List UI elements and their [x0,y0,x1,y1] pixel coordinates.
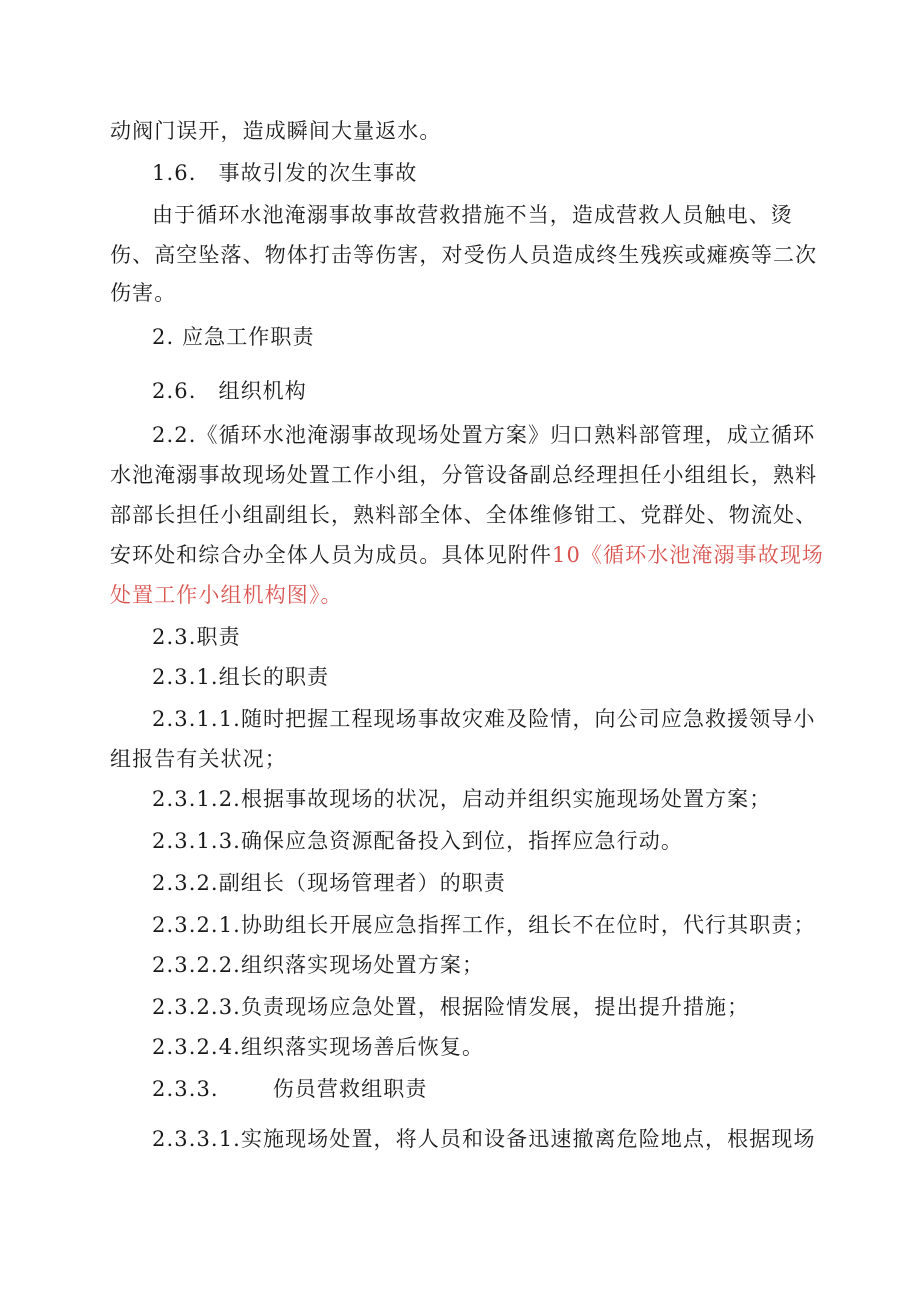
paragraph-line: 2.3.1.2.根据事故现场的状况，启动并组织实施现场处置方案； [152,787,772,811]
paragraph-line: 2.3.1.1.随时把握工程现场事故灾难及险情，向公司应急救援领导小 [152,707,816,731]
section-title: 组织机构 [218,379,307,403]
section-title: 伤员营救组职责 [272,1077,428,1101]
section-number: 2.3.3. [152,1077,219,1101]
paragraph-line: 2.3.1.3.确保应急资源配备投入到位，指挥应急行动。 [152,829,683,853]
paragraph-line: 动阀门误开，造成瞬间大量返水。 [110,119,442,143]
section-heading [152,378,307,404]
section-number: 1.6. [152,161,197,185]
section-heading: 2. 应急工作职责 [152,325,315,349]
appendix-reference: 10《循环水池淹溺事故现场 [552,543,825,567]
appendix-reference: 处置工作小组机构图》。 [110,583,343,607]
paragraph-line: 伤、高空坠落、物体打击等伤害，对受伤人员造成终生残疾或瘫痪等二次 [110,243,818,267]
section-heading: 2.3.2.副组长（现场管理者）的职责 [152,871,507,895]
paragraph-line: 2.3.2.3.负责现场应急处置，根据险情发展，提出提升措施； [152,995,750,1019]
section-heading [152,160,417,186]
section-title: 事故引发的次生事故 [218,161,418,185]
paragraph-line: 水池淹溺事故现场处置工作小组，分管设备副总经理担任小组组长，熟料 [110,463,818,487]
section-heading [152,1076,427,1102]
paragraph-line: 2.2.《循环水池淹溺事故现场处置方案》归口熟料部管理，成立循环 [152,423,816,447]
paragraph-text: 安环处和综合办全体人员为成员。具体见附件 [110,543,552,567]
section-number: 2.6. [152,379,197,403]
paragraph-line: 由于循环水池淹溺事故事故营救措施不当，造成营救人员触电、烫 [152,203,793,227]
paragraph-line: 2.3.2.1.协助组长开展应急指挥工作，组长不在位时，代行其职责； [152,913,816,937]
section-heading: 2.3.1.组长的职责 [152,665,330,689]
paragraph-line: 2.3.3.1.实施现场处置，将人员和设备迅速撤离危险地点，根据现场 [152,1127,816,1151]
paragraph-line: 2.3.2.2.组织落实现场处置方案； [152,953,485,977]
paragraph-line [110,542,824,568]
paragraph-line: 组报告有关状况； [110,747,287,771]
section-heading: 2.3.职责 [152,625,241,649]
paragraph-line: 2.3.2.4.组织落实现场善后恢复。 [152,1035,485,1059]
paragraph-line: 伤害。 [110,281,177,305]
paragraph-line: 部部长担任小组副组长，熟料部全体、全体维修钳工、党群处、物流处、 [110,503,818,527]
